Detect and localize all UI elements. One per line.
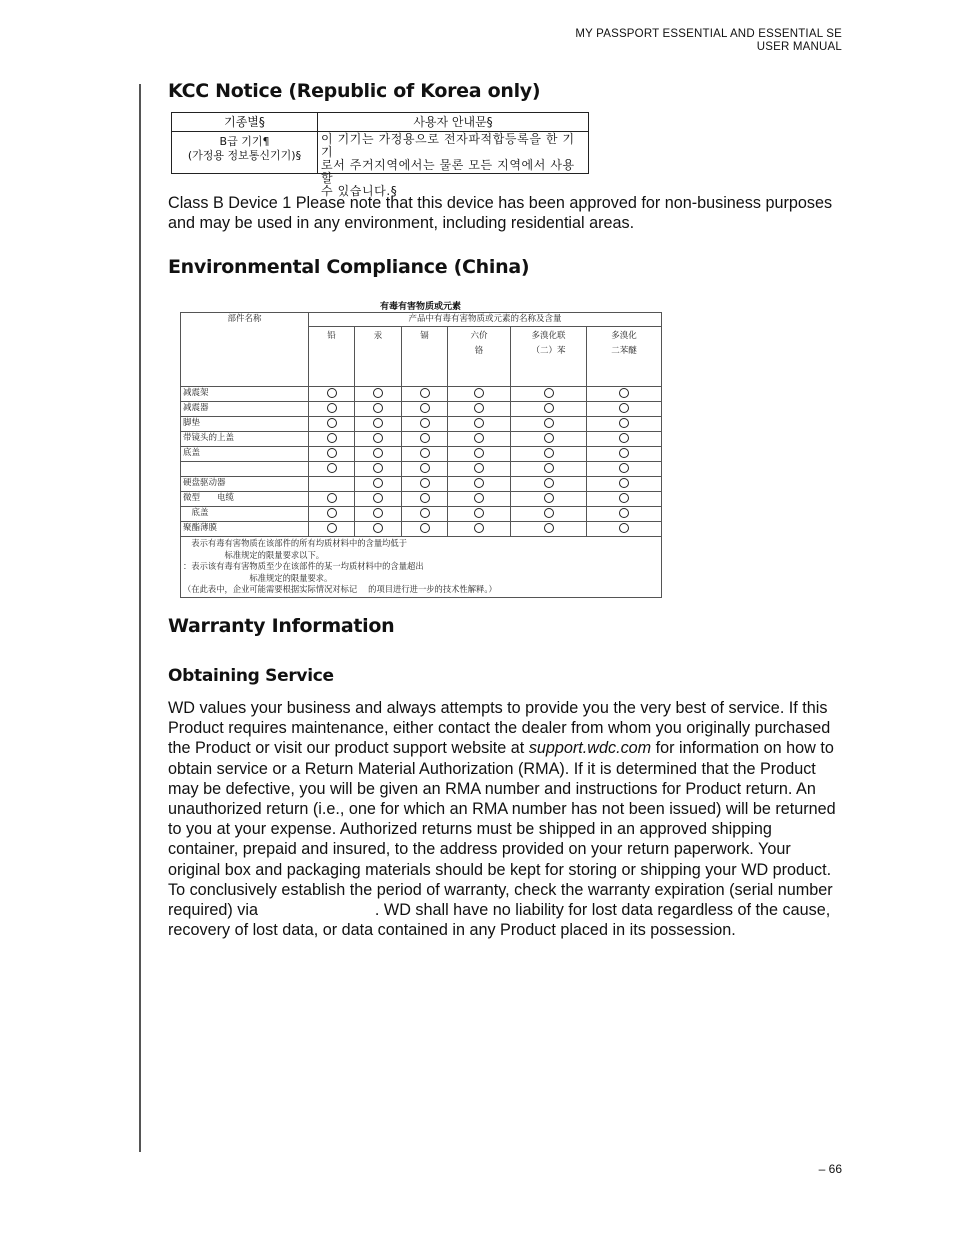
compliance-cell	[402, 462, 448, 477]
header-title: MY PASSPORT ESSENTIAL AND ESSENTIAL SE	[575, 28, 842, 40]
circle-mark-icon	[474, 523, 484, 533]
compliance-cell	[511, 522, 587, 537]
substance-label: （二）苯	[531, 346, 566, 356]
part-name: 脚垫	[181, 417, 309, 432]
compliance-cell	[448, 417, 511, 432]
compliance-cell	[511, 432, 587, 447]
circle-mark-icon	[619, 433, 629, 443]
compliance-cell	[511, 402, 587, 417]
circle-mark-icon	[474, 403, 484, 413]
china-table	[180, 312, 662, 598]
compliance-cell	[448, 402, 511, 417]
part-name: 减震架	[181, 387, 309, 402]
compliance-cell	[355, 387, 402, 402]
circle-mark-icon	[619, 388, 629, 398]
circle-mark-icon	[420, 418, 430, 428]
circle-mark-icon	[544, 508, 554, 518]
compliance-cell	[402, 507, 448, 522]
circle-mark-icon	[544, 403, 554, 413]
circle-mark-icon	[544, 448, 554, 458]
compliance-cell	[355, 492, 402, 507]
compliance-cell	[355, 447, 402, 462]
kcc-col2-line: 수 있습니다.§	[321, 184, 398, 198]
compliance-cell	[309, 387, 355, 402]
warranty-heading: Warranty Information	[168, 615, 395, 637]
compliance-cell	[587, 522, 662, 537]
compliance-cell	[511, 507, 587, 522]
compliance-cell	[355, 432, 402, 447]
compliance-cell	[309, 507, 355, 522]
circle-mark-icon	[474, 388, 484, 398]
compliance-cell	[309, 447, 355, 462]
compliance-cell	[402, 492, 448, 507]
compliance-cell	[402, 417, 448, 432]
substance-header	[309, 327, 355, 387]
table-row	[181, 522, 662, 537]
circle-mark-icon	[420, 388, 430, 398]
compliance-cell	[448, 522, 511, 537]
substance-header	[402, 327, 448, 387]
compliance-cell	[402, 432, 448, 447]
circle-mark-icon	[544, 388, 554, 398]
table-notes-row	[181, 537, 662, 598]
circle-mark-icon	[373, 508, 383, 518]
substance-label: 六价	[470, 331, 488, 341]
compliance-cell	[511, 417, 587, 432]
circle-mark-icon	[373, 388, 383, 398]
circle-mark-icon	[327, 403, 337, 413]
substance-label: 铬	[474, 346, 484, 356]
circle-mark-icon	[420, 448, 430, 458]
kcc-col1-body	[172, 132, 318, 173]
circle-mark-icon	[373, 478, 383, 488]
china-heading: Environmental Compliance (China)	[168, 256, 530, 278]
part-name	[181, 462, 309, 477]
compliance-cell	[448, 492, 511, 507]
compliance-cell	[448, 462, 511, 477]
compliance-cell	[309, 477, 355, 492]
circle-mark-icon	[327, 433, 337, 443]
circle-mark-icon	[474, 433, 484, 443]
table-row	[181, 402, 662, 417]
circle-mark-icon	[420, 493, 430, 503]
circle-mark-icon	[420, 463, 430, 473]
circle-mark-icon	[474, 448, 484, 458]
kcc-col2-line: 이 기기는 가정용으로 전자파적합등록을 한 기기	[321, 132, 575, 159]
circle-mark-icon	[474, 493, 484, 503]
compliance-cell	[587, 402, 662, 417]
substance-label: 多溴化联	[531, 331, 566, 341]
part-name: 微型 电缆	[181, 492, 309, 507]
compliance-cell	[355, 477, 402, 492]
circle-mark-icon	[619, 493, 629, 503]
compliance-cell	[402, 477, 448, 492]
circle-mark-icon	[373, 463, 383, 473]
substance-label: 二苯醚	[611, 346, 637, 356]
china-table-title: 有毒有害物质或元素	[379, 302, 461, 312]
page-number: – 66	[818, 1162, 842, 1176]
substance-label: 汞	[373, 331, 383, 341]
compliance-cell	[309, 432, 355, 447]
circle-mark-icon	[544, 433, 554, 443]
circle-mark-icon	[544, 478, 554, 488]
kcc-col1-header: 기종별§	[172, 113, 318, 132]
substance-group-header: 产品中有毒有害物质或元素的名称及含量	[309, 313, 662, 327]
compliance-cell	[402, 387, 448, 402]
table-note-line: 标准规定的限量要求以下。	[183, 549, 325, 560]
circle-mark-icon	[619, 463, 629, 473]
compliance-cell	[402, 447, 448, 462]
compliance-cell	[511, 492, 587, 507]
substance-header	[448, 327, 511, 387]
part-name: 带镜头的上盖	[181, 432, 309, 447]
circle-mark-icon	[474, 463, 484, 473]
circle-mark-icon	[373, 448, 383, 458]
substance-label: 多溴化	[611, 331, 637, 341]
compliance-cell	[355, 462, 402, 477]
running-header	[422, 28, 842, 54]
compliance-cell	[511, 477, 587, 492]
compliance-cell	[448, 432, 511, 447]
table-row	[181, 462, 662, 477]
circle-mark-icon	[544, 418, 554, 428]
circle-mark-icon	[619, 448, 629, 458]
compliance-cell	[309, 417, 355, 432]
circle-mark-icon	[373, 418, 383, 428]
table-row	[181, 447, 662, 462]
compliance-cell	[587, 477, 662, 492]
compliance-cell	[448, 507, 511, 522]
circle-mark-icon	[619, 403, 629, 413]
kcc-table	[171, 112, 589, 198]
compliance-cell	[511, 447, 587, 462]
table-note-line: ：表示该有毒有害物质至少在该部件的某一均质材料中的含量超出	[183, 561, 424, 571]
compliance-cell	[448, 447, 511, 462]
part-name-header: 部件名称	[181, 313, 309, 387]
obtaining-service-heading: Obtaining Service	[168, 666, 334, 686]
circle-mark-icon	[420, 508, 430, 518]
table-row	[181, 417, 662, 432]
compliance-cell	[587, 462, 662, 477]
compliance-cell	[587, 432, 662, 447]
circle-mark-icon	[327, 523, 337, 533]
compliance-cell	[511, 387, 587, 402]
circle-mark-icon	[373, 433, 383, 443]
part-name: 硬盘驱动器	[181, 477, 309, 492]
circle-mark-icon	[420, 403, 430, 413]
table-row	[181, 387, 662, 402]
circle-mark-icon	[544, 523, 554, 533]
support-link[interactable]: support.wdc.com	[528, 739, 652, 758]
circle-mark-icon	[373, 403, 383, 413]
part-name: 底盖	[181, 447, 309, 462]
compliance-cell	[587, 507, 662, 522]
table-row	[181, 477, 662, 492]
compliance-cell	[355, 507, 402, 522]
compliance-cell	[355, 402, 402, 417]
kcc-col2-line: 로서 주거지역에서는 물론 모든 지역에서 사용할	[321, 158, 575, 185]
compliance-cell	[402, 402, 448, 417]
compliance-cell	[587, 492, 662, 507]
compliance-cell	[355, 417, 402, 432]
circle-mark-icon	[420, 478, 430, 488]
part-name: 聚酯薄膜	[181, 522, 309, 537]
substance-header	[355, 327, 402, 387]
compliance-cell	[355, 522, 402, 537]
circle-mark-icon	[327, 508, 337, 518]
circle-mark-icon	[619, 523, 629, 533]
substance-label: 镉	[420, 331, 429, 341]
compliance-cell	[309, 522, 355, 537]
warranty-gap	[258, 901, 375, 919]
circle-mark-icon	[420, 523, 430, 533]
circle-mark-icon	[373, 523, 383, 533]
header-subtitle: USER MANUAL	[756, 41, 842, 53]
table-row	[181, 492, 662, 507]
kcc-heading: KCC Notice (Republic of Korea only)	[168, 80, 541, 102]
compliance-cell	[511, 462, 587, 477]
kcc-col1-line: B급 기기¶	[219, 135, 270, 148]
compliance-cell	[587, 387, 662, 402]
kcc-paragraph: Class B Device 1 Please note that this device has been approved for non-business purposes and may be used in any environment, including residential areas.	[168, 194, 833, 233]
table-note-line: （在此表中，企业可能需要根据实际情况对标记 的项目进行进一步的技术性解释。）	[183, 584, 497, 594]
circle-mark-icon	[327, 448, 337, 458]
table-note-line: 表示有毒有害物质在该部件的所有均质材料中的含量均低于	[183, 538, 408, 548]
compliance-cell	[309, 462, 355, 477]
kcc-col2-header: 사용자 안내문§	[318, 113, 588, 132]
table-notes	[181, 537, 662, 598]
circle-mark-icon	[327, 463, 337, 473]
table-row	[181, 432, 662, 447]
warranty-text: WD values your business and always attempts to provide you the very best of service. If this Product requires maintenance, either contact the dealer from whom you originally purchased the Product or visit our product support website at	[168, 699, 831, 758]
compliance-cell	[402, 522, 448, 537]
compliance-cell	[309, 402, 355, 417]
part-name: 减震器	[181, 402, 309, 417]
kcc-col2-body	[318, 132, 588, 198]
warranty-paragraph	[168, 698, 842, 940]
compliance-cell	[587, 417, 662, 432]
table-row	[181, 507, 662, 522]
circle-mark-icon	[327, 418, 337, 428]
circle-mark-icon	[420, 433, 430, 443]
substance-label: 铅	[327, 331, 336, 341]
circle-mark-icon	[544, 463, 554, 473]
circle-mark-icon	[544, 493, 554, 503]
circle-mark-icon	[474, 478, 484, 488]
compliance-cell	[448, 387, 511, 402]
circle-mark-icon	[474, 508, 484, 518]
warranty-text: . WD shall have no liability for lost data regardless of the cause, recovery of lost data, or data contained in any Product placed in its possession.	[168, 901, 831, 940]
compliance-cell	[448, 477, 511, 492]
margin-rule	[139, 84, 141, 1152]
compliance-cell	[587, 447, 662, 462]
circle-mark-icon	[619, 508, 629, 518]
warranty-text: for information on how to obtain service or a Return Material Authorization (RMA). If it is determined that the Product may be defective, you will be given an RMA number and instructions for Product return. An unauthorized return (i.e., one for which an RMA number has not been issued) will be returned to you at your expense. Authorized returns must be shipped in an approved shipping container, prepaid and insured, to the address provided on your return paperwork. Your original box and packaging materials should be kept for storing or shipping your WD product. To conclusively establish the period of warranty, check the warranty expiration (serial number required) via	[168, 739, 836, 920]
circle-mark-icon	[373, 493, 383, 503]
table-note-line: 标准规定的限量要求。	[183, 572, 333, 583]
substance-header	[587, 327, 662, 387]
circle-mark-icon	[327, 493, 337, 503]
circle-mark-icon	[619, 418, 629, 428]
compliance-cell	[309, 492, 355, 507]
circle-mark-icon	[619, 478, 629, 488]
circle-mark-icon	[327, 388, 337, 398]
substance-header	[511, 327, 587, 387]
part-name: 底盖	[181, 507, 309, 522]
kcc-col1-line: (가정용 정보통신기기)§	[187, 149, 302, 162]
circle-mark-icon	[474, 418, 484, 428]
